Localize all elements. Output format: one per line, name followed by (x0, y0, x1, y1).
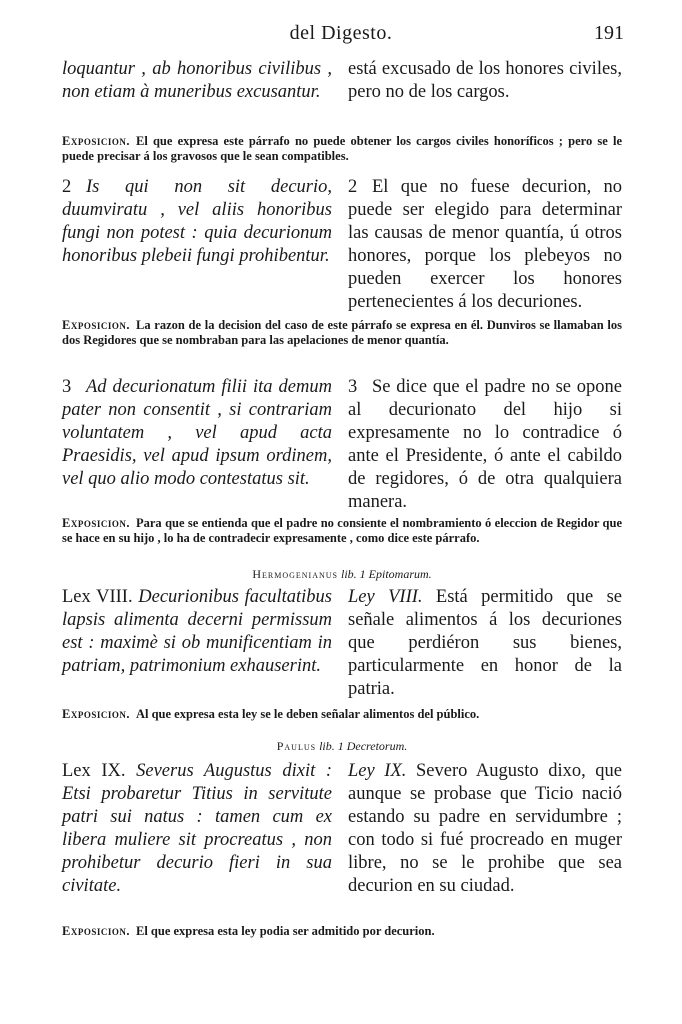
exposition (62, 924, 622, 939)
paragraph-number: 2 (62, 177, 72, 197)
latin-text: Is qui non sit decurio, duumviratu , vel aliis honoribus fungi non potest : quia decurionum honoribus plebeii fungi prohibentur. (62, 177, 332, 266)
paragraph-continuation (62, 58, 622, 104)
source-author: Hermogenianus (252, 567, 338, 581)
exposition-text: El que expresa esta ley podia ser admitido por decurion. (135, 924, 435, 938)
exposition-label: Exposicion. (62, 134, 130, 148)
lex-heading: Lex IX. (62, 761, 126, 781)
exposition (62, 707, 622, 722)
latin-text: Severus Augustus dixit : Etsi probaretur Titius in servitute patri sui natus : tamen cum ex libera muliere sit procreatus , non prohibetur decurio fieri in sua civitate. (62, 761, 332, 896)
exposition (62, 318, 622, 348)
exposition-text: El que expresa este párrafo no puede obtener los cargos civiles honoríficos ; pero se le puede precisar á los gravosos que le sean compatibles. (62, 134, 622, 163)
exposition-label: Exposicion. (62, 516, 130, 530)
paragraph-number: 3 (348, 377, 358, 397)
spanish-text: El que no fuese decurion, no puede ser elegido para determinar las causas de menor quantía, ú otros honores, porque los plebeyos no pueden exercer los honores pertenecientes á los decuriones. (348, 177, 622, 312)
paragraph-number: 2 (348, 177, 358, 197)
exposition-text: Para que se entienda que el padre no consiente el nombramiento ó eleccion de Regidor que se hace en su hijo , lo ha de contradecir expresamente , como dice este párrafo. (62, 516, 622, 545)
spanish-text: Está permitido que se señale alimentos á los decuriones que perdiéron sus bienes, particularmente en honor de la patria. (348, 587, 623, 699)
exposition-text: La razon de la decision del caso de este párrafo se expresa en él. Dunviros se llamaban los dos Regidores que se nombraban para las apelaciones de menor quantía. (62, 318, 622, 347)
spanish-paragraph (348, 176, 622, 314)
lex-heading: Lex VIII. (62, 587, 133, 607)
spanish-text: Se dice que el padre no se opone al decurionato del hijo si expresamente no lo contradice ó ante el Presidente, ó ante el cabildo de regidores, ó de otra qualquiera manera. (348, 377, 622, 512)
exposition-text: Al que expresa esta ley se le deben señalar alimentos del público. (135, 707, 480, 721)
source-citation (62, 566, 622, 582)
source-citation (62, 738, 622, 754)
source-work: lib. 1 Epitomarum. (341, 567, 432, 581)
ley-heading: Ley IX. (348, 761, 407, 781)
latin-text: Ad decurionatum filii ita demum pater non consentit , si contrariam voluntatem , vel apud acta Praesidis, vel apud ipsum ordinem, vel quo alio modo contestatus sit. (62, 377, 332, 489)
spanish-paragraph (348, 376, 622, 514)
source-author: Paulus (276, 739, 317, 753)
spanish-text: Severo Augusto dixo, que aunque se probase que Ticio nació estando su padre en servidumbre ; con todo si fué procreado en muger libre, no se le prohibe que sea decurion en su ciudad. (348, 761, 623, 896)
latin-paragraph (62, 176, 332, 314)
exposition-label: Exposicion. (62, 924, 130, 938)
latin-paragraph (62, 760, 332, 898)
paragraph-number: 3 (62, 377, 72, 397)
lex-9 (62, 760, 622, 898)
latin-text: loquantur , ab honoribus civilibus , non etiam à muneribus excusantur. (62, 59, 332, 102)
exposition (62, 516, 622, 546)
lex-8 (62, 586, 622, 701)
spanish-paragraph (348, 586, 622, 701)
exposition-label: Exposicion. (62, 318, 130, 332)
page-number: 191 (594, 22, 624, 44)
source-work: lib. 1 Decretorum. (319, 739, 408, 753)
latin-paragraph (62, 586, 332, 701)
exposition-label: Exposicion. (62, 707, 130, 721)
latin-paragraph (62, 376, 332, 514)
latin-text: Decurionibus facultatibus lapsis alimenta decerni permissum est : maximè si ob munificentiam in patriam, patrimonium exhauserint. (62, 587, 332, 676)
paragraph-3 (62, 376, 622, 514)
exposition (62, 134, 622, 164)
paragraph-2 (62, 176, 622, 314)
running-title: del Digesto. (289, 22, 393, 44)
ley-heading: Ley VIII. (348, 587, 423, 607)
spanish-paragraph (348, 760, 622, 898)
spanish-text: está excusado de los honores civiles, pero no de los cargos. (348, 59, 622, 102)
